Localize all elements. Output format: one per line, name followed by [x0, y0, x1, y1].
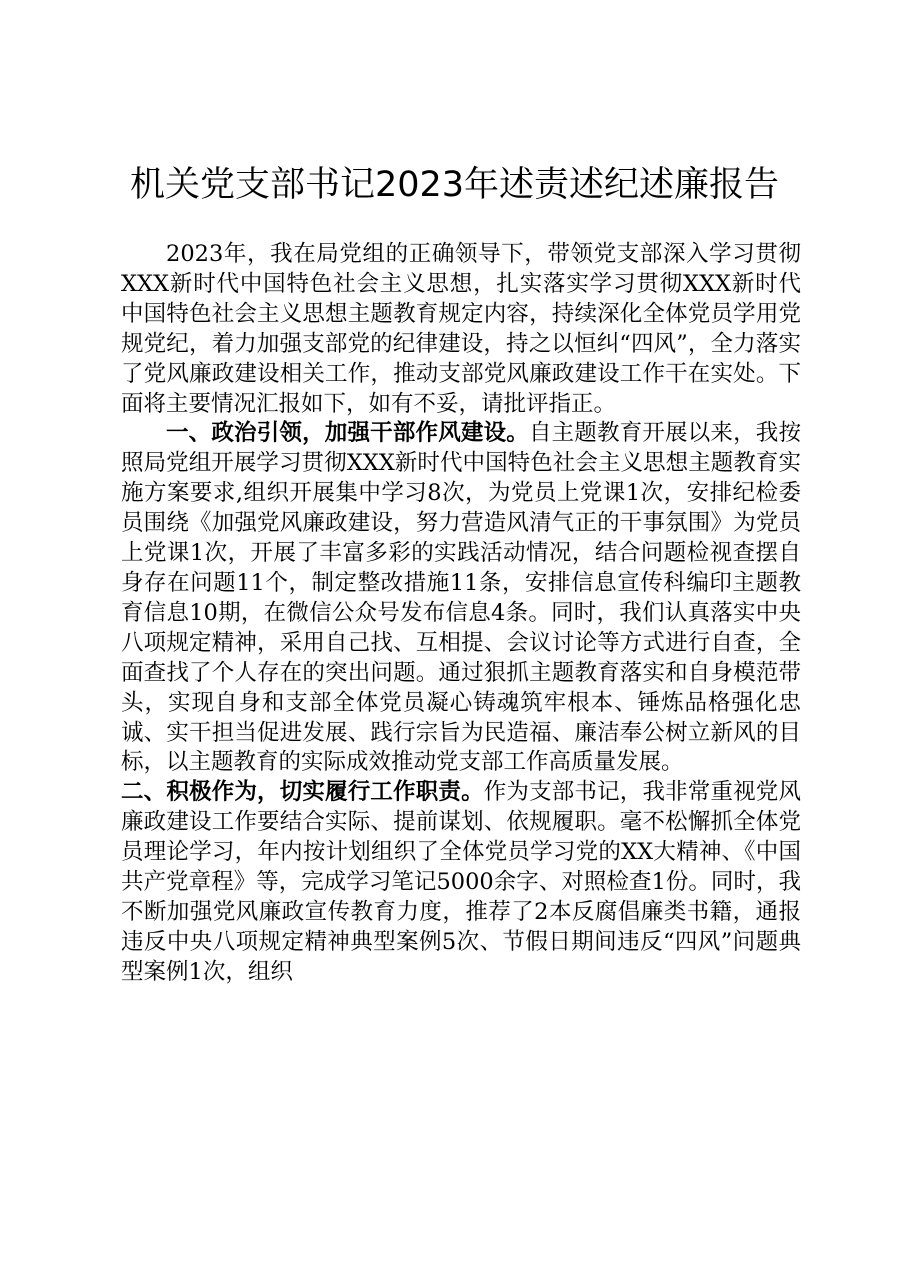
document-body [121, 240, 801, 988]
document-title: 机关党支部书记2023年述责述纪述廉报告 [129, 165, 780, 205]
intro-paragraph: 2023年，我在局党组的正确领导下，带领党支部深入学习贯彻XXX新时代中国特色社会主义思想，扎实落实学习贯彻XXX新时代中国特色社会主义思想主题教育规定内容，持续深化全体党员学用党规党纪，着力加强支部党的纪律建设，持之以恒纠“四风”，全力落实了党风廉政建设相关工作，推动支部党风廉政建设工作干在实处。下面将主要情况汇报如下，如有不妥，请批评指正。 [121, 241, 801, 417]
section-2-text: 作为支部书记，我非常重视党风廉政建设工作要结合实际、提前谋划、依规履职。毫不松懈抓全体党员理论学习，年内按计划组织了全体党员学习党的XX大精神、《中国共产党章程》等，完成学习笔记5000余字、对照检查1份。同时，我不断加强党风廉政宣传教育力度，推荐了2本反腐倡廉类书籍，通报违反中央八项规定精神典型案例5次、节假日期间违反“四风”问题典型案例1次，组织 [121, 779, 801, 985]
section-2-paragraph [121, 778, 801, 987]
section-1-paragraph [121, 419, 801, 778]
section-2-heading: 二、积极作为，切实履行工作职责。 [121, 779, 484, 806]
section-1-text: 自主题教育开展以来，我按照局党组开展学习贯彻XXX新时代中国特色社会主义思想主题教育实施方案要求,组织开展集中学习8次，为党员上党课1次，安排纪检委员围绕《加强党风廉政建设，努力营造风清气正的干事氛围》为党员上党课1次，开展了丰富多彩的实践活动情况，结合问题检视查摆自身存在问题11个，制定整改措施11条，安排信息宣传科编印主题教育信息10期，在微信公众号发布信息4条。同时，我们认真落实中央八项规定精神，采用自己找、互相提、会议讨论等方式进行自查，全面查找了个人存在的突出问题。通过狠抓主题教育落实和自身模范带头，实现自身和支部全体党员凝心铸魂筑牢根本、锤炼品格强化忠诚、实干担当促进发展、践行宗旨为民造福、廉洁奉公树立新风的目标，以主题教育的实际成效推动党支部工作高质量发展。 [121, 420, 801, 776]
section-1-heading: 一、政治引领，加强干部作风建设。 [166, 420, 529, 447]
